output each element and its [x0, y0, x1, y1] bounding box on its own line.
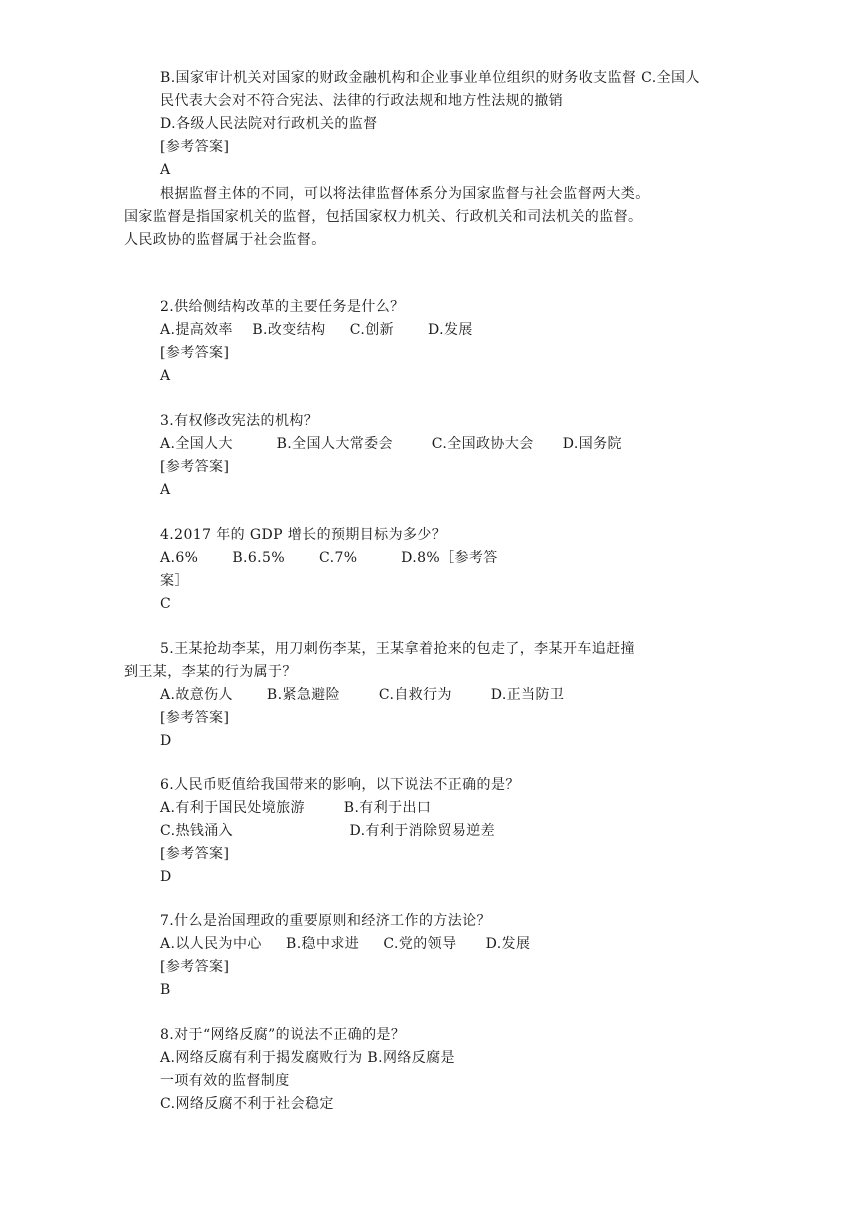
answer-label: [参考答案]	[160, 846, 230, 862]
question-8: 8.对于“网络反腐”的说法不正确的是？	[160, 1027, 406, 1043]
question-2: 2.供给侧结构改革的主要任务是什么？	[160, 299, 405, 315]
explanation-line: 根据监督主体的不同，可以将法律监督体系分为国家监督与社会监督两大类。	[160, 186, 650, 202]
text-line: D.各级人民法院对行政机关的监督	[160, 116, 378, 132]
question-8-options: 一项有效的监督制度	[160, 1073, 290, 1089]
answer-value: D	[160, 869, 172, 885]
explanation-line: 人民政协的监督属于社会监督。	[124, 232, 326, 248]
question-5: 5.王某抢劫李某，用刀刺伤李某，王某拿着抢来的包走了，李某开车追赶撞	[160, 641, 635, 657]
answer-value: C	[160, 596, 172, 612]
question-2-options: A.提高效率 B.改变结构 C.创新 D.发展	[160, 322, 473, 338]
question-5-options: A.故意伤人 B.紧急避险 C.自救行为 D.正当防卫	[160, 687, 565, 703]
text-line: 民代表大会对不符合宪法、法律的行政法规和地方性法规的撤销	[160, 93, 564, 109]
question-6-options: C.热钱涌入 D.有利于消除贸易逆差	[160, 823, 496, 839]
question-6: 6.人民币贬值给我国带来的影响，以下说法不正确的是？	[160, 777, 520, 793]
question-7-options: A.以人民为中心 B.稳中求进 C.党的领导 D.发展	[160, 936, 531, 952]
question-8-options: C.网络反腐不利于社会稳定	[160, 1096, 334, 1112]
answer-label-wrap: 案］	[160, 573, 189, 589]
answer-label: [参考答案]	[160, 345, 230, 361]
answer-value: D	[160, 733, 172, 749]
question-4-options: A.6% B.6.5% C.7% D.8%［参考答	[160, 550, 498, 566]
question-3: 3.有权修改宪法的机构？	[160, 413, 319, 429]
answer-value: A	[160, 482, 171, 498]
answer-label: [参考答案]	[160, 710, 230, 726]
answer-value: A	[160, 162, 171, 178]
answer-value: B	[160, 982, 171, 998]
question-7: 7.什么是治国理政的重要原则和经济工作的方法论？	[160, 913, 491, 929]
answer-value: A	[160, 368, 171, 384]
question-6-options: A.有利于国民处境旅游 B.有利于出口	[160, 800, 432, 816]
question-3-options: A.全国人大 B.全国人大常委会 C.全国政协大会 D.国务院	[160, 436, 622, 452]
answer-label: [参考答案]	[160, 959, 230, 975]
answer-label: [参考答案]	[160, 139, 230, 155]
question-5-cont: 到王某，李某的行为属于？	[124, 664, 297, 680]
explanation-line: 国家监督是指国家机关的监督，包括国家权力机关、行政机关和司法机关的监督。	[124, 209, 643, 225]
text-line: B.国家审计机关对国家的财政金融机构和企业事业单位组织的财务收支监督 C.全国人	[160, 70, 700, 86]
question-4: 4.2017 年的 GDP 增长的预期目标为多少？	[160, 527, 447, 543]
question-8-options: A.网络反腐有利于揭发腐败行为 B.网络反腐是	[160, 1050, 455, 1066]
answer-label: [参考答案]	[160, 459, 230, 475]
